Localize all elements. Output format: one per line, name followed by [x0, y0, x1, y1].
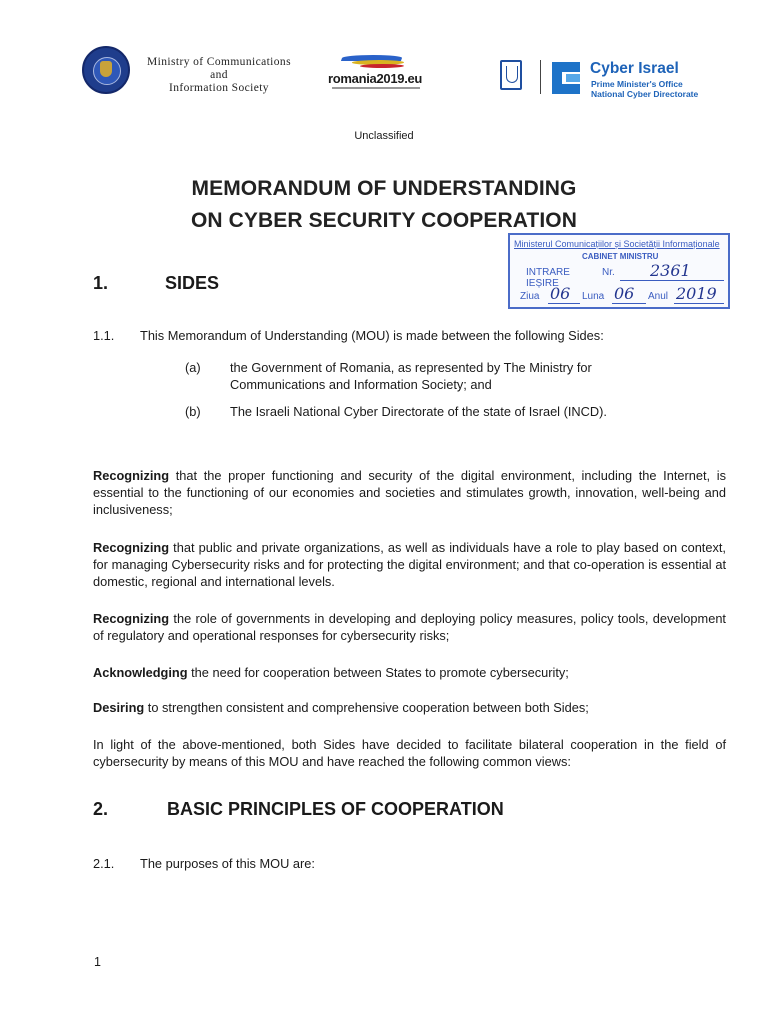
preamble-1-text: that the proper functioning and security of the digital environment, including the Internet, is essential to the functioning of our economies and societies and stimulates growth, innovation, well-being and inclusiveness; — [93, 468, 726, 517]
preamble-5-lead: Desiring — [93, 700, 145, 715]
romania2019-logo-text: romania2019.eu — [328, 71, 423, 86]
preamble-4-text: the need for cooperation between States to promote cybersecurity; — [187, 665, 569, 680]
stamp-ziua-label: Ziua — [520, 291, 540, 302]
clause-1-1-number: 1.1. — [93, 328, 115, 343]
preamble-paragraph-3 — [93, 610, 726, 644]
preamble-4-lead: Acknowledging — [93, 665, 188, 680]
cyber-israel-sub-2: National Cyber Directorate — [591, 88, 699, 99]
ministry-line-2: and — [210, 69, 228, 81]
ministry-line-3: Information Society — [169, 82, 269, 94]
stamp-ministry-line: Ministerul Comunicațiilor și Societății Informaționale — [514, 239, 720, 249]
preamble-paragraph-5 — [93, 699, 726, 716]
cyber-israel-title: Cyber Israel — [590, 60, 679, 77]
preamble-2-lead: Recognizing — [93, 540, 170, 555]
preamble-3-lead: Recognizing — [93, 611, 170, 626]
preamble-2-text: that public and private organizations, as well as individuals have a role to play based on context, for managing Cybersecurity risks and for protecting the digital environment; and that co-operation is essential at domestic, regional and international levels. — [93, 540, 726, 589]
clause-1-1-text: This Memorandum of Understanding (MOU) is made between the following Sides: — [140, 328, 604, 343]
preamble-1-lead: Recognizing — [93, 468, 170, 483]
item-a-text: the Government of Romania, as represented by The Ministry for Communications and Information Society; and — [230, 360, 592, 392]
preamble-6-text: In light of the above-mentioned, both Sides have decided to facilitate bilateral cooperation in the field of cybersecurity by means of this MOU and have reached the following common views: — [93, 737, 726, 769]
stamp-nr-label: Nr. — [602, 267, 615, 278]
stamp-cabinet-line: CABINET MINISTRU — [582, 252, 659, 261]
clause-2-1-number: 2.1. — [93, 856, 115, 871]
ministry-name — [138, 56, 300, 95]
item-a-label: (a) — [185, 360, 201, 375]
cyber-israel-sub-1: Prime Minister's Office — [591, 79, 683, 89]
cyber-israel-subtitle — [591, 80, 698, 99]
preamble-3-text: the role of governments in developing and deploying policy measures, policy tools, development of regulatory and operational responses for cybersecurity risks; — [93, 611, 726, 643]
registration-stamp — [508, 233, 730, 309]
stamp-intrare: INTRARE — [526, 267, 570, 278]
stamp-date-row — [520, 291, 539, 302]
stamp-iesire: IEȘIRE — [526, 278, 559, 289]
item-b-label: (b) — [185, 404, 201, 419]
section-1-number: 1. — [93, 273, 109, 293]
romania2019-logo — [328, 55, 438, 95]
section-1-heading: SIDES — [165, 273, 220, 293]
header-divider — [540, 60, 541, 94]
preamble-paragraph-6 — [93, 736, 726, 770]
stamp-anul-value: 2019 — [676, 284, 717, 303]
cyber-israel-logo-icon — [552, 62, 580, 94]
section-2-heading: BASIC PRINCIPLES OF COOPERATION — [167, 799, 504, 819]
document-title-line-2: ON CYBER SECURITY COOPERATION — [191, 209, 577, 232]
stamp-ziua-value: 06 — [550, 284, 571, 303]
israel-emblem-icon — [500, 60, 522, 90]
section-2-number: 2. — [93, 799, 109, 819]
preamble-paragraph-2 — [93, 539, 726, 590]
stamp-luna-value: 06 — [614, 284, 635, 303]
clause-2-1-text: The purposes of this MOU are: — [140, 856, 315, 871]
romanian-government-seal — [82, 46, 130, 94]
ministry-line-1: Ministry of Communications — [147, 56, 291, 68]
classification-label: Unclassified — [354, 130, 414, 142]
preamble-5-text: to strengthen consistent and comprehensive cooperation between both Sides; — [144, 700, 589, 715]
stamp-luna-label: Luna — [582, 291, 605, 302]
page-number: 1 — [94, 955, 101, 969]
stamp-nr-value: 2361 — [650, 261, 691, 280]
document-title-line-1: MEMORANDUM OF UNDERSTANDING — [191, 177, 577, 200]
preamble-paragraph-1 — [93, 467, 726, 518]
stamp-anul-label: Anul — [648, 291, 669, 302]
item-b-text: The Israeli National Cyber Directorate of the state of Israel (INCD). — [230, 404, 607, 419]
preamble-paragraph-4 — [93, 664, 726, 681]
